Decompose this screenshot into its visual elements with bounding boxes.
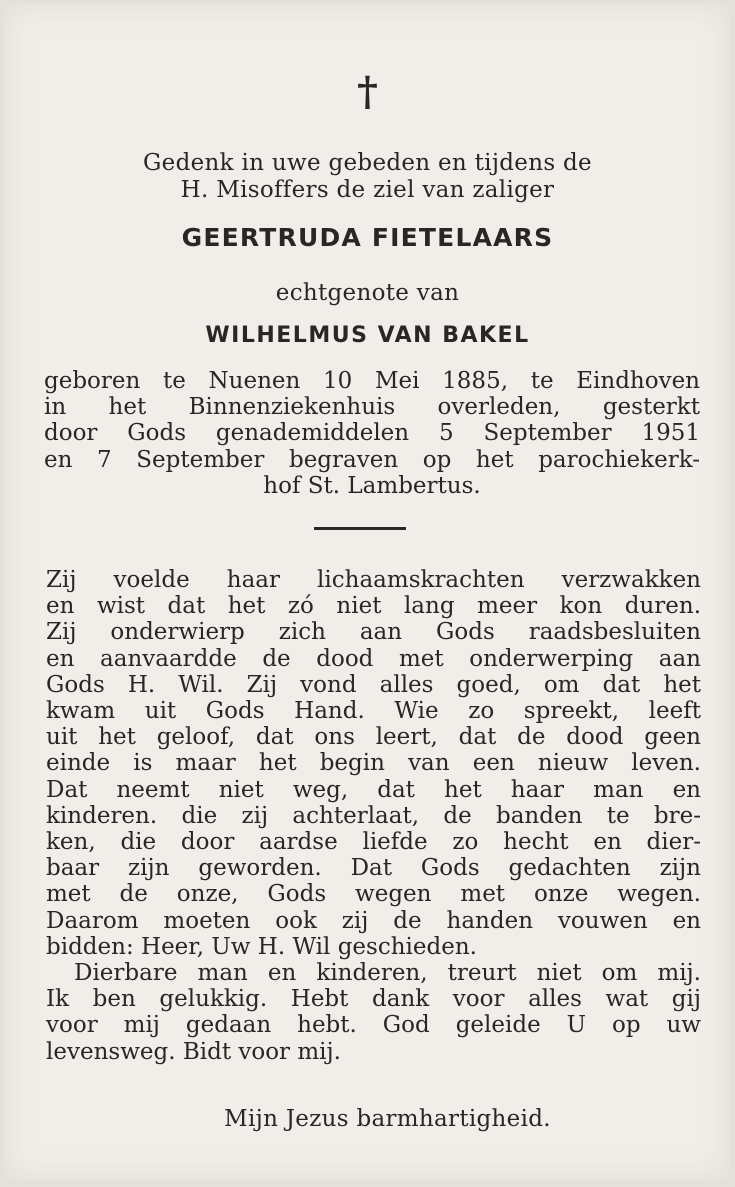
body-line: Dierbare man en kinderen, treurt niet om mij. — [74, 960, 701, 987]
bio-line: geboren te Nuenen 10 Mei 1885, te Eindhoven — [44, 368, 700, 394]
body-line: en wist dat het zó niet lang meer kon duren. — [46, 593, 701, 620]
body-line: Dat neemt niet weg, dat het haar man en — [46, 776, 701, 803]
bio-line: in het Binnenziekenhuis overleden, gesterkt — [44, 394, 700, 421]
body-line: Ik ben gelukkig. Hebt dank voor alles wat gij — [46, 986, 701, 1013]
bio-line: en 7 September begraven op het parochiekerk- — [44, 446, 700, 473]
body-line: uit het geloof, dat ons leert, dat de dood geen — [46, 724, 701, 751]
divider-rule — [314, 527, 406, 530]
body-line: Gods H. Wil. Zij vond alles goed, om dat het — [46, 671, 701, 698]
bio-line: door Gods genademiddelen 5 September 1951 — [44, 420, 700, 447]
body-line: Daarom moeten ook zij de handen vouwen en — [46, 907, 701, 934]
spouse-name: WILHELMUS VAN BAKEL — [205, 323, 530, 348]
body-line: kinderen. die zij achterlaat, de banden te bre- — [46, 802, 701, 829]
intro-line-2: H. Misoffers de ziel van zaliger — [180, 177, 555, 203]
intro-line-1: Gedenk in uwe gebeden en tijdens de — [143, 150, 592, 176]
bio-line: hof St. Lambertus. — [263, 472, 481, 499]
body-line: en aanvaardde de dood met onderwerping aan — [46, 645, 701, 672]
body-line: ken, die door aardse liefde zo hecht en dier- — [46, 829, 701, 856]
body-line: bidden: Heer, Uw H. Wil geschieden. — [46, 933, 477, 960]
body-line: voor mij gedaan hebt. God geleide U op uw — [46, 1012, 701, 1039]
body-paragraph — [46, 567, 701, 1065]
deceased-name: GEERTRUDA FIETELAARS — [181, 223, 554, 252]
body-line: met de onze, Gods wegen met onze wegen. — [46, 881, 701, 908]
relation-text: echtgenote van — [275, 280, 460, 306]
closing-prayer: Mijn Jezus barmhartigheid. — [224, 1106, 551, 1132]
body-line: einde is maar het begin van een nieuw leven. — [46, 750, 701, 777]
body-line: baar zijn geworden. Dat Gods gedachten zijn — [46, 855, 701, 882]
body-line: Zij onderwierp zich aan Gods raadsbesluiten — [46, 619, 701, 646]
body-line: levensweg. Bidt voor mij. — [46, 1038, 341, 1065]
cross-icon: † — [357, 68, 378, 115]
bio-paragraph — [44, 368, 700, 499]
body-line: kwam uit Gods Hand. Wie zo spreekt, leeft — [46, 698, 701, 725]
body-line: Zij voelde haar lichaamskrachten verzwakken — [46, 567, 701, 593]
